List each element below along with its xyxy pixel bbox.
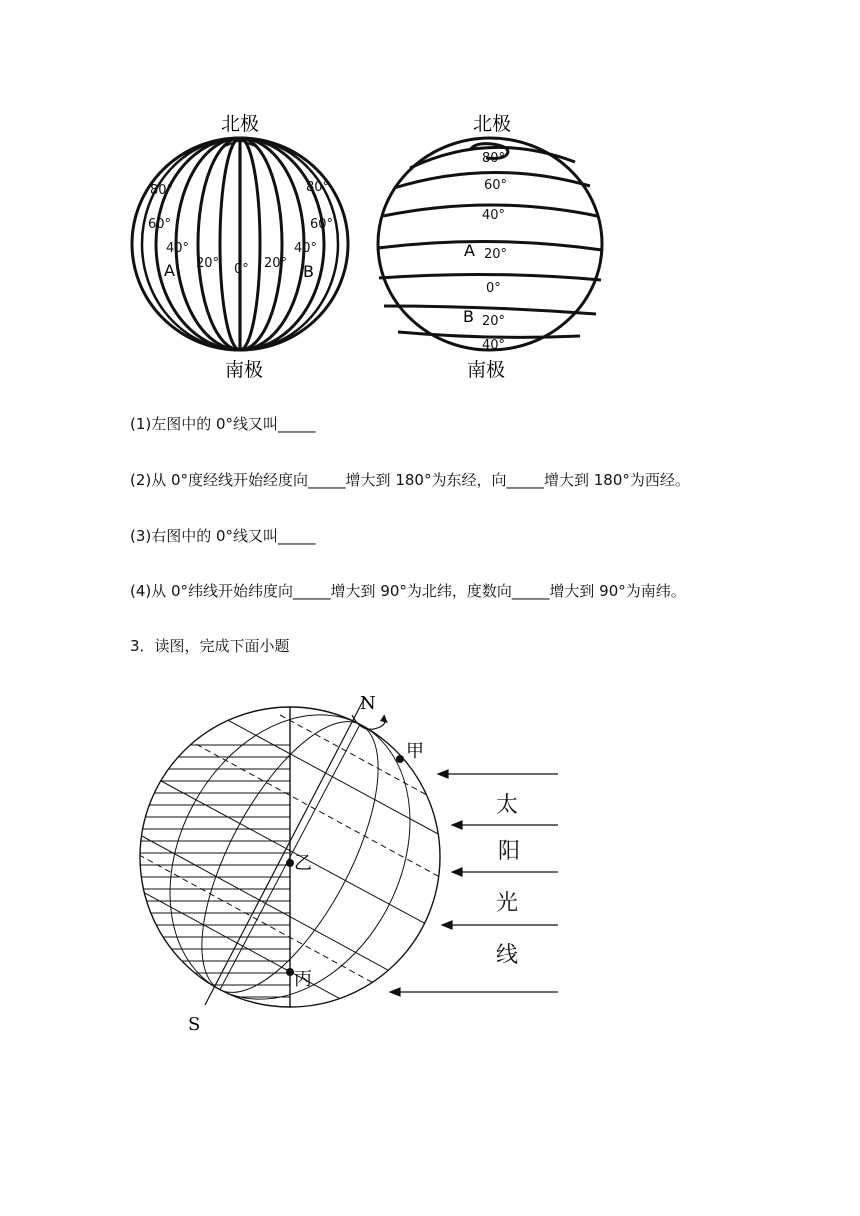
point-yi-label: 乙 xyxy=(294,853,312,874)
sunlight-char: 线 xyxy=(496,943,519,968)
point-jia-dot xyxy=(396,755,404,763)
right-degree-label: 60° xyxy=(484,178,508,193)
right-degree-label: 40° xyxy=(482,208,506,223)
left-south-pole-label: 南极 xyxy=(224,359,264,381)
right-degree-label: 40° xyxy=(482,338,506,353)
right-north-pole-label: 北极 xyxy=(472,113,512,135)
left-point-a-label: A xyxy=(164,261,175,280)
right-degree-label: 20° xyxy=(484,247,508,262)
left-degree-label: 0° xyxy=(234,262,249,277)
sunlight-char: 光 xyxy=(496,891,519,916)
right-south-pole-label: 南极 xyxy=(466,359,506,381)
left-degree-label: 40° xyxy=(166,241,190,256)
right-degree-label: 80° xyxy=(482,151,506,166)
left-degree-label: 80° xyxy=(150,183,174,198)
right-point-a-label: A xyxy=(464,241,475,260)
point-bing-dot xyxy=(286,968,294,976)
section-3-title: 3．读图，完成下面小题 xyxy=(130,637,290,655)
day-night-figure xyxy=(130,685,570,1035)
right-degree-label: 0° xyxy=(486,281,501,296)
left-degree-label: 40° xyxy=(294,241,318,256)
left-degree-label: 60° xyxy=(310,217,334,232)
left-degree-label: 20° xyxy=(264,256,288,271)
question-3: (3)右图中的 0°线又叫_____ xyxy=(130,527,316,545)
sunlight-char: 阳 xyxy=(498,839,521,864)
rotation-arrow-icon xyxy=(352,715,385,729)
left-degree-label: 60° xyxy=(148,217,172,232)
sunlight-char: 太 xyxy=(496,793,519,818)
point-bing-label: 丙 xyxy=(294,969,312,990)
longitude-latitude-figure xyxy=(120,100,620,390)
earth-axis xyxy=(205,697,365,1005)
question-4: (4)从 0°纬线开始纬度向_____增大到 90°为北纬，度数向_____增大到 90°为南纬。 xyxy=(130,582,686,600)
point-yi-dot xyxy=(286,859,294,867)
point-jia-label: 甲 xyxy=(406,741,424,762)
left-north-pole-label: 北极 xyxy=(220,113,260,135)
north-label: N xyxy=(360,693,376,714)
right-point-b-label: B xyxy=(463,307,474,326)
sunlight-arrows xyxy=(390,770,558,996)
right-globe-degree-labels xyxy=(482,151,507,353)
question-2: (2)从 0°度经线开始经度向_____增大到 180°为东经，向_____增大到 180°为西经。 xyxy=(130,471,690,489)
south-label: S xyxy=(188,1014,201,1035)
question-1: (1)左图中的 0°线又叫_____ xyxy=(130,415,316,433)
left-point-b-label: B xyxy=(303,262,314,281)
right-degree-label: 20° xyxy=(482,314,506,329)
left-degree-label: 80° xyxy=(306,180,330,195)
sunlight-label xyxy=(496,793,520,968)
left-degree-label: 20° xyxy=(196,256,220,271)
